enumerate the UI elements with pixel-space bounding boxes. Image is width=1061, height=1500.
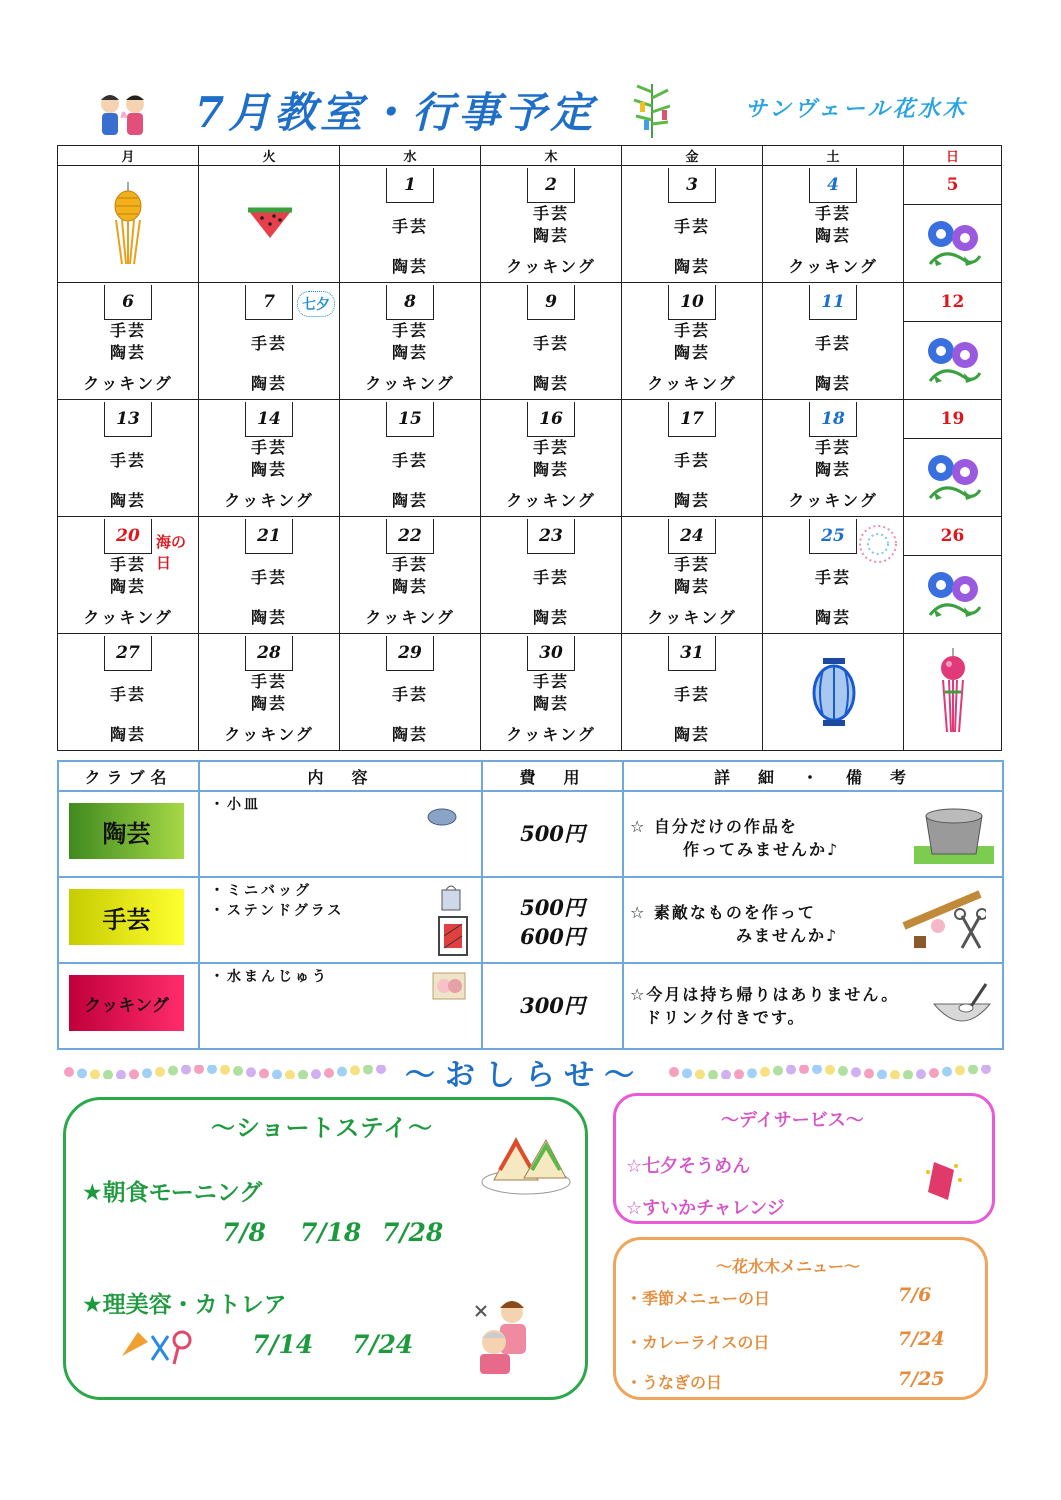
activity-label: 手芸 (250, 672, 287, 691)
calendar-day-cell (622, 166, 763, 283)
calendar-day-cell (763, 166, 904, 283)
weekday-sat: 土 (763, 146, 904, 166)
club-header-content: 内 容 (199, 761, 482, 791)
morning-glory-icon (924, 567, 982, 623)
activity-label: 手芸 (391, 685, 428, 704)
club-note: ☆今月は持ち帰りはありません。 ドリンク付きです。 (630, 985, 900, 1027)
day-service-item: ☆すいかチャレンジ (626, 1198, 785, 1219)
pottery-icon (914, 802, 994, 864)
calendar-day-content (904, 166, 1001, 282)
date-number: 16 (527, 402, 575, 437)
activity-label: 陶芸 (532, 226, 569, 245)
calendar-week-row (58, 283, 1002, 400)
holiday-label: 海の日 (156, 533, 187, 572)
date-number: 30 (527, 636, 575, 671)
calendar-day-cell (58, 166, 199, 283)
calendar-day-content (199, 517, 339, 633)
club-fee: 500円 (520, 895, 585, 920)
calendar-day-content (622, 400, 762, 516)
date-number: 10 (668, 285, 716, 320)
activity-label: 手芸 (673, 217, 710, 236)
sandwich-icon (480, 1130, 572, 1196)
activity-label: クッキング (506, 725, 596, 744)
weekday-fri: 金 (622, 146, 763, 166)
activity-label: 手芸 (814, 438, 851, 457)
date-number: 24 (668, 519, 716, 554)
calendar-day-content (763, 283, 903, 399)
weekday-header-row (58, 146, 1002, 166)
tanabata-couple-icon (92, 88, 154, 140)
activity-label: 手芸 (673, 451, 710, 470)
activity-label: クッキング (365, 374, 455, 393)
calendar-day-cell (199, 400, 340, 517)
activity-label: 陶芸 (532, 374, 569, 393)
activity-label: 陶芸 (673, 725, 710, 744)
calendar-day-cell (340, 634, 481, 751)
club-name-badge: 陶芸 (69, 803, 184, 859)
activity-label: 陶芸 (391, 343, 428, 362)
calendar-day-cell (763, 400, 904, 517)
activity-label: 手芸 (814, 334, 851, 353)
breakfast-date: 7/8 (222, 1218, 266, 1247)
calendar-day-content (199, 283, 339, 399)
page-title: 7月教室・行事予定 (195, 88, 597, 137)
date-number: 15 (386, 402, 434, 437)
activity-label: 手芸 (391, 555, 428, 574)
calendar-day-cell (340, 166, 481, 283)
activity-label: 陶芸 (250, 608, 287, 627)
calendar-day-cell (58, 517, 199, 634)
calendar-day-cell (481, 283, 622, 400)
date-number: 31 (668, 636, 716, 671)
activity-label: 陶芸 (109, 343, 146, 362)
calendar-day-cell (199, 634, 340, 751)
menu-item-label: ・季節メニューの日 (626, 1289, 771, 1308)
sunday-date-number: 19 (904, 400, 1001, 439)
calendar-day-content (763, 166, 903, 282)
tanabata-ornament-icon (937, 648, 969, 738)
beauty-label: ★理美容・カトレア (82, 1292, 287, 1318)
club-row-handcraft (58, 877, 1003, 963)
menu-item-date: 7/6 (898, 1284, 932, 1306)
club-header-row (58, 761, 1003, 791)
morning-glory-icon (924, 216, 982, 272)
short-stay-box (63, 1097, 588, 1400)
date-number: 11 (809, 285, 857, 320)
notice-title: ～おしらせ～ (405, 1058, 645, 1093)
activity-label: 陶芸 (532, 460, 569, 479)
date-number: 1 (386, 168, 434, 203)
facility-name: サンヴェール花水木 (745, 96, 968, 122)
calendar-day-cell (340, 517, 481, 634)
breakfast-date: 7/28 (382, 1218, 444, 1247)
whisk-bowl-icon (930, 982, 994, 1032)
calendar-day-content (763, 400, 903, 516)
sunday-date-number: 12 (904, 283, 1001, 322)
calendar-day-cell (763, 517, 904, 634)
club-header-name: クラブ名 (58, 761, 199, 791)
calendar-day-cell (481, 634, 622, 751)
calendar-day-content (481, 634, 621, 750)
activity-label: 陶芸 (673, 257, 710, 276)
club-content-item: ・ステンドグラス (210, 903, 345, 919)
activity-label: 手芸 (532, 334, 569, 353)
calendar-table (57, 145, 1002, 751)
sunday-date-number: 5 (904, 166, 1001, 205)
calendar-day-content (763, 517, 903, 633)
activity-label: 手芸 (109, 685, 146, 704)
beauty-date: 7/14 (252, 1330, 314, 1359)
calendar-day-content (199, 634, 339, 750)
activity-label: 陶芸 (250, 460, 287, 479)
activity-label: クッキング (83, 608, 173, 627)
calendar-day-cell (763, 634, 904, 751)
weekday-mon: 月 (58, 146, 199, 166)
calendar-day-cell (904, 400, 1002, 517)
weekday-sun: 日 (904, 146, 1002, 166)
calendar-day-cell (481, 166, 622, 283)
sunday-date-number: 26 (904, 517, 1001, 556)
calendar-day-cell (622, 283, 763, 400)
calendar-day-content (904, 517, 1001, 633)
menu-title: ～花水木メニュー～ (716, 1257, 861, 1276)
activity-label: 陶芸 (109, 577, 146, 596)
calendar-day-content (340, 166, 480, 282)
activity-label: 手芸 (673, 321, 710, 340)
breakfast-date: 7/18 (300, 1218, 362, 1247)
menu-item-date: 7/24 (898, 1328, 945, 1350)
activity-label: 手芸 (814, 204, 851, 223)
watermelon-icon (246, 206, 294, 244)
date-number: 9 (527, 285, 575, 320)
activity-label: 陶芸 (814, 226, 851, 245)
activity-label: 手芸 (109, 451, 146, 470)
calendar-day-cell (340, 400, 481, 517)
activity-label: クッキング (224, 491, 314, 510)
club-content-item: ・ミニバッグ (210, 883, 312, 899)
activity-label: 手芸 (250, 568, 287, 587)
date-number: 22 (386, 519, 434, 554)
calendar-day-cell (58, 634, 199, 751)
plate-icon (426, 806, 458, 828)
calendar-day-cell (904, 634, 1002, 751)
calendar-day-content (904, 634, 1001, 750)
menu-item-date: 7/25 (898, 1368, 945, 1390)
club-note: ☆ 自分だけの作品を 作ってみませんか♪ (630, 817, 840, 859)
activity-label: 手芸 (532, 672, 569, 691)
calendar-day-content (904, 400, 1001, 516)
activity-label: 手芸 (391, 451, 428, 470)
date-number: 13 (104, 402, 152, 437)
calendar-day-content (481, 283, 621, 399)
club-name-badge: 手芸 (69, 889, 184, 945)
activity-label: 陶芸 (250, 694, 287, 713)
calendar-day-content (763, 634, 903, 750)
calendar-day-cell (904, 283, 1002, 400)
calendar-week-row (58, 517, 1002, 634)
activity-label: 陶芸 (814, 460, 851, 479)
club-content-item: ・小皿 (210, 797, 261, 813)
activity-label: 手芸 (250, 438, 287, 457)
date-number: 3 (668, 168, 716, 203)
tanzaku-icon (924, 1160, 964, 1204)
calendar-day-content (481, 400, 621, 516)
day-service-item: ☆七夕そうめん (626, 1156, 751, 1177)
weekday-wed: 水 (340, 146, 481, 166)
calendar-week-row (58, 400, 1002, 517)
date-number: 28 (245, 636, 293, 671)
calendar-day-content (904, 283, 1001, 399)
paper-lantern-icon (811, 658, 857, 732)
calendar-day-cell (199, 283, 340, 400)
day-service-box (613, 1093, 995, 1224)
calendar-day-cell (481, 517, 622, 634)
weekday-tue: 火 (199, 146, 340, 166)
club-header-note: 詳 細 ・ 備 考 (623, 761, 1003, 791)
date-number: 25 (809, 519, 857, 554)
calendar-day-content (58, 400, 198, 516)
calendar-day-content (58, 517, 198, 633)
activity-label: 手芸 (532, 568, 569, 587)
activity-label: 陶芸 (250, 374, 287, 393)
calendar-day-content (481, 166, 621, 282)
activity-label: 陶芸 (814, 374, 851, 393)
date-number: 18 (809, 402, 857, 437)
mizumanju-icon (432, 972, 466, 1000)
calendar-day-content (340, 634, 480, 750)
activity-label: 手芸 (109, 555, 146, 574)
club-table (57, 760, 1004, 1050)
day-service-title: ～デイサービス～ (721, 1110, 864, 1131)
calendar-day-cell (58, 400, 199, 517)
club-content-item: ・水まんじゅう (210, 969, 329, 985)
activity-label: 陶芸 (109, 491, 146, 510)
fireworks-icon (855, 521, 901, 571)
activity-label: クッキング (83, 374, 173, 393)
activity-label: 手芸 (391, 217, 428, 236)
activity-label: 陶芸 (532, 694, 569, 713)
club-fee: 500円 (520, 821, 585, 846)
calendar-day-content (340, 517, 480, 633)
club-row-pottery (58, 791, 1003, 877)
activity-label: 陶芸 (673, 343, 710, 362)
bead-garland-right (668, 1064, 998, 1078)
activity-label: 陶芸 (673, 577, 710, 596)
calendar-day-cell (340, 283, 481, 400)
calendar-day-content (340, 400, 480, 516)
calendar-day-cell (622, 400, 763, 517)
calendar-day-content (58, 283, 198, 399)
activity-label: クッキング (647, 374, 737, 393)
calendar-day-cell (904, 166, 1002, 283)
activity-label: 手芸 (109, 321, 146, 340)
activity-label: 陶芸 (391, 577, 428, 596)
activity-label: 手芸 (673, 685, 710, 704)
morning-glory-icon (924, 333, 982, 389)
date-number: 21 (245, 519, 293, 554)
date-number: 17 (668, 402, 716, 437)
calendar-week-row (58, 166, 1002, 283)
date-number: 2 (527, 168, 575, 203)
activity-label: 手芸 (250, 334, 287, 353)
calendar-day-cell (763, 283, 904, 400)
calendar-day-cell (58, 283, 199, 400)
calendar-day-cell (199, 166, 340, 283)
date-number: 6 (104, 285, 152, 320)
date-number: 29 (386, 636, 434, 671)
activity-label: 手芸 (391, 321, 428, 340)
breakfast-label: ★朝食モーニング (82, 1180, 263, 1206)
activity-label: 手芸 (532, 204, 569, 223)
beauty-date: 7/24 (352, 1330, 414, 1359)
activity-label: 手芸 (532, 438, 569, 457)
activity-label: クッキング (224, 725, 314, 744)
calendar-day-content (622, 283, 762, 399)
activity-label: 陶芸 (391, 725, 428, 744)
calendar-body (58, 166, 1002, 751)
calendar-day-content (340, 283, 480, 399)
activity-label: 陶芸 (391, 257, 428, 276)
activity-label: 陶芸 (814, 608, 851, 627)
calendar-day-cell (199, 517, 340, 634)
calendar-day-content (481, 517, 621, 633)
menu-item-label: ・うなぎの日 (626, 1373, 723, 1392)
short-stay-title: ～ショートステイ～ (211, 1114, 434, 1142)
date-number: 23 (527, 519, 575, 554)
club-note: ☆ 素敵なものを作って みませんか♪ (630, 903, 839, 945)
calendar-day-cell (904, 517, 1002, 634)
calendar-day-cell (622, 634, 763, 751)
calendar-day-content (622, 517, 762, 633)
calendar-day-content (58, 634, 198, 750)
activity-label: 陶芸 (391, 491, 428, 510)
calendar-day-content (58, 166, 198, 282)
weekday-thu: 木 (481, 146, 622, 166)
lantern-icon (108, 182, 148, 270)
bag-icon (440, 882, 462, 912)
activity-label: 手芸 (814, 568, 851, 587)
club-name-badge: クッキング (69, 975, 184, 1031)
club-fee: 300円 (520, 993, 585, 1018)
date-number: 27 (104, 636, 152, 671)
activity-label: クッキング (647, 608, 737, 627)
menu-item-label: ・カレーライスの日 (626, 1333, 770, 1352)
morning-glory-icon (924, 450, 982, 506)
sewing-tools-icon (900, 886, 986, 954)
date-number: 4 (809, 168, 857, 203)
hanamizuki-menu-box (613, 1237, 988, 1400)
activity-label: 手芸 (673, 555, 710, 574)
bamboo-icon (622, 80, 682, 140)
activity-label: 陶芸 (109, 725, 146, 744)
calendar-day-content (622, 634, 762, 750)
calendar-day-cell (622, 517, 763, 634)
hairdresser-icon (472, 1296, 534, 1376)
calendar-day-content (199, 166, 339, 282)
activity-label: 陶芸 (673, 491, 710, 510)
calendar-week-row (58, 634, 1002, 751)
date-number: 20 (104, 519, 152, 554)
stained-glass-icon (438, 916, 468, 956)
club-header-fee: 費 用 (482, 761, 623, 791)
date-number: 14 (245, 402, 293, 437)
club-row-cooking (58, 963, 1003, 1049)
club-fee: 600円 (520, 924, 585, 949)
date-number: 8 (386, 285, 434, 320)
calendar-day-content (622, 166, 762, 282)
beauty-tools-icon (118, 1326, 192, 1368)
activity-label: クッキング (506, 491, 596, 510)
calendar-day-cell (481, 400, 622, 517)
activity-label: 陶芸 (532, 608, 569, 627)
activity-label: クッキング (506, 257, 596, 276)
bead-garland-left (63, 1064, 387, 1078)
tanabata-badge: 七夕 (297, 291, 335, 317)
activity-label: クッキング (788, 257, 878, 276)
activity-label: クッキング (788, 491, 878, 510)
activity-label: クッキング (365, 608, 455, 627)
date-number: 7 (245, 285, 293, 320)
calendar-day-content (199, 400, 339, 516)
